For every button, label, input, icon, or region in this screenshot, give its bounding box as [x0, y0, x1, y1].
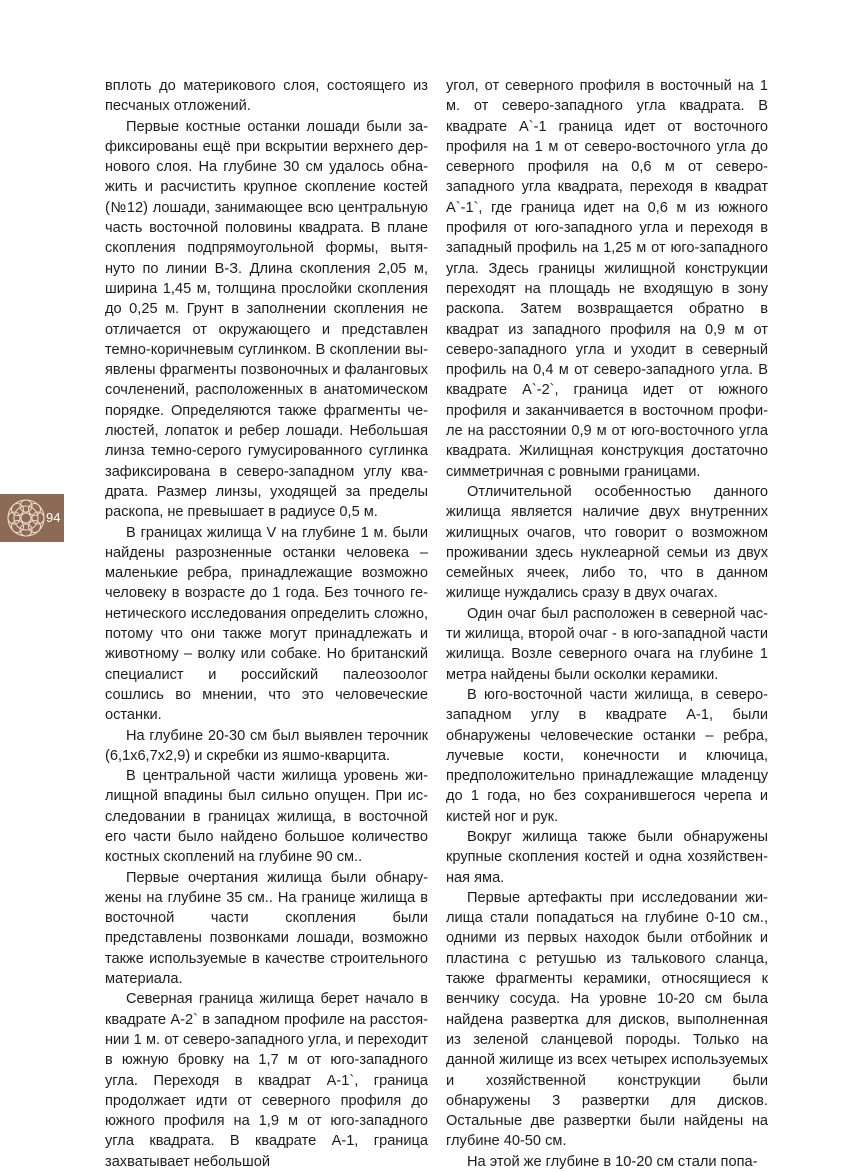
paragraph: Северная граница жилища берет начало в квадрате А-2` в западном профиле на расстоянии 1 м. от северо-западного угла, и переходит в южную бровку на 1,7 м от юго-западного угла. Переходя в квадрат А-1`, граница продолжает идти от северного профиля до южного профиля на 1,9 м от юго-западного угла квадрата. В квадрате А-1, граница захватывает небольшой [105, 991, 428, 1170]
paragraph: угол, от северного профиля в восточный на 1 м. от северо-западного угла квадрата. В квадрате А`-1 граница идет от восточного профиля на 1 м от северо-восточного угла до северного профиля на 0,6 м от северо-западного угла квадрата, переходя в квадрат А`-1`, где граница идет на 0,6 м из южного профиля от юго-западного угла и переходя в западный профиль на 1,25 м от юго-западного угла. Здесь границы жилищной конструкции переходят на площадь не входящую в зону раскопа. Затем возвращается обратно в квадрат из западного профиля на 0,9 м от северо-западного угла и уходит в северный профиль на 0,4 м от северо-западного угла. В квадрате А`-2`, граница идет от южного профиля и заканчивается в восточном профиле на расстоянии 0,9 м от юго-восточного угла квадрата. Жилищная конструкция достаточно симметричная с ровными границами. [446, 78, 768, 480]
rosette-ornament-icon [4, 496, 48, 540]
paragraph: На этой же глубине в 10-20 см стали попа- [467, 1153, 758, 1170]
right-text-column [446, 76, 768, 1172]
paragraph: В центральной части жилища уровень жилищной впадины был сильно опущен. При исследовании в границах жилища, в восточной его части было найдено большое количество костных скоплений на глубине 90 см.. [105, 768, 428, 866]
page-number-tab [0, 494, 64, 542]
paragraph: В границах жилища V на глубине 1 м. были найдены разрозненные останки человека – маленькие ребра, принадлежащие возможно человеку в возрасте до 1 года. Без точного генетического исследования определить сложно, потому что они также могут принадлежать и животному – волку или собаке. Но британский специалист и российский палеозоолог сошлись во мнении, что это человеческие останки. [105, 524, 428, 724]
paragraph: Вокруг жилища также были обнаружены крупные скопления костей и одна хозяйственная яма. [446, 828, 768, 886]
paragraph: В юго-восточной части жилища, в северо-западном углу в квадрате А-1, были обнаружены человеческие останки – ребра, лучевые кости, конечности и ключица, предположительно принадлежащие младенцу до 1 года, но без сохранившегося черепа и кистей ног и рук. [446, 686, 768, 825]
paragraph: Один очаг был расположен в северной части жилища, второй очаг - в юго-западной части жилища. Возле северного очага на глубине 1 метра найдены были осколки керамики. [446, 605, 768, 683]
paragraph: Первые очертания жилища были обнаружены на глубине 35 см.. На границе жилища в восточной части скопления были представлены позвонками лошади, возможно также используемые в качестве строительного материала. [105, 869, 428, 988]
paragraph: Первые артефакты при исследовании жилища стали попадаться на глубине 0-10 см., одними из первых находок были отбойник и пластина с ретушью из талькового сланца, также фрагменты керамики, относящиеся к венчику сосуда. На уровне 10-20 см была найдена развертка для дисков, выполненная из зеленой сланцевой породы. Только на данной жилище из всех четырех используемых и хозяйственной конструкции были обнаружены 3 развертки для дисков. Остальные две развертки были найдены на глубине 40-50 см. [446, 889, 768, 1150]
paragraph: Первые костные останки лошади были зафиксированы ещё при вскрытии верхнего дернового слоя. На глубине 30 см удалось обнажить и расчистить крупное скопление костей (№12) лошади, занимающее всю центральную часть восточной половины квадрата. В плане скопления подпрямоугольной формы, вытянуто по линии В-З. Длина скопления 2,05 м, ширина 1,45 м, толщина прослойки скопления до 0,25 м. Грунт в заполнении скопления не отличается от окружающего и представлен темно-коричневым суглинком. В скоплении выявлены фрагменты позвоночных и фаланговых сочленений, расположенных в анатомическом порядке. Определяются также фрагменты челюстей, лопаток и ребер лошади. Небольшая линза темно-серого гумусированного суглинка зафиксирована в северо-западном углу квадрата. Размер линзы, уходящей за пределы раскопа, не превышает в радиусе 0,5 м. [105, 118, 428, 521]
paragraph: вплоть до материкового слоя, состоящего из песчаных отложений. [105, 78, 428, 115]
paragraph: Отличительной особенностью данного жилища является наличие двух внутренних жилищных очагов, что говорит о возможном проживании здесь нуклеарной семьи из двух семейных ячеек, либо то, что в данном жилище нуждались сразу в двух очагах. [446, 483, 768, 602]
paragraph: На глубине 20-30 см был выявлен терочник (6,1х6,7х2,9) и скребки из яшмо-кварцита. [105, 727, 428, 764]
page-number: 94 [46, 510, 61, 525]
left-text-column [105, 76, 428, 1172]
